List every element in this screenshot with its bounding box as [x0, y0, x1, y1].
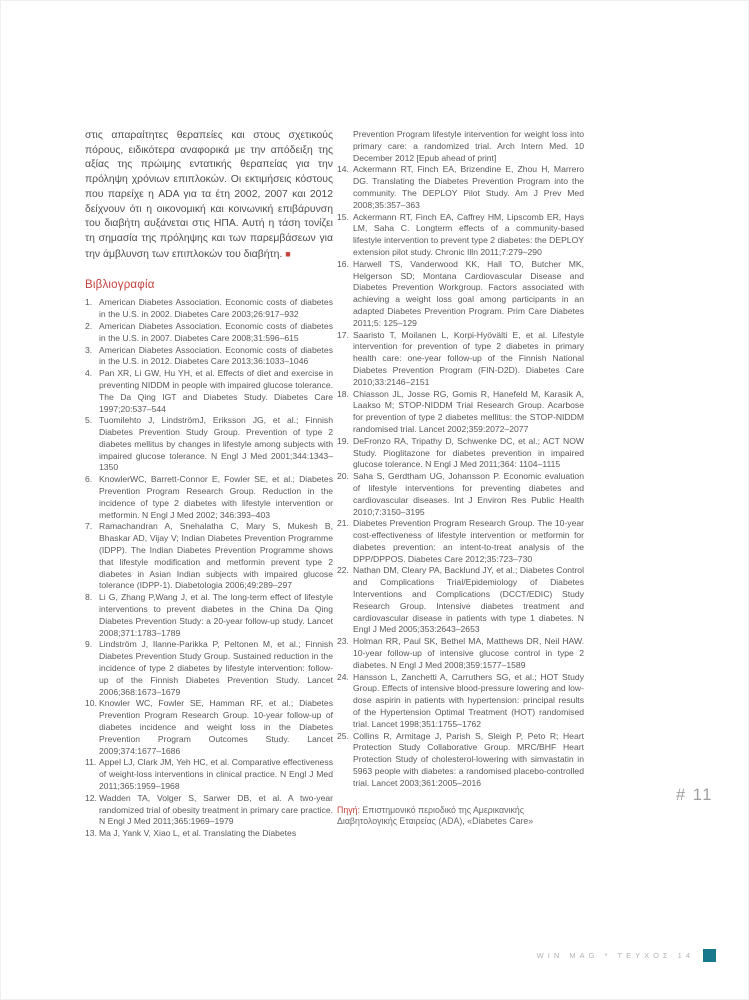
- reference-item: [85, 828, 333, 840]
- bibliography-heading: Βιβλιογραφία: [85, 279, 155, 292]
- reference-number: 15.: [337, 211, 349, 222]
- source-line: [337, 805, 584, 829]
- reference-item: [85, 415, 333, 474]
- reference-item: [85, 698, 333, 757]
- reference-text: Collins R, Armitage J, Parish S, Sleigh P, Peto R; Heart Protection Study Collaborative Group. MRC/BHF Heart Protection Study of cholesterol-lowering with simvastatin in 5963 people with diabetes: a randomised placebo-controlled trial. Lancet 2003;361:2005–2016: [353, 730, 584, 788]
- reference-item: [337, 636, 584, 671]
- reference-text: Saha S, Gerdtham UG, Johansson P. Economic evaluation of lifestyle interventions for preventing diabetes and cardiovascular diseases. Int J Environ Res Public Health 2010;7:3150–3195: [353, 471, 584, 517]
- reference-item: [337, 436, 584, 471]
- reference-list-right: [337, 164, 584, 789]
- left-column: [85, 129, 333, 840]
- reference-text: American Diabetes Association. Economic costs of diabetes in the U.S. in 2012. Diabetes Care 2013;36:1033–1046: [99, 344, 333, 367]
- reference-text: Li G, Zhang P,Wang J, et al. The long-term effect of lifestyle interventions to prevent diabetes in the China Da Qing Diabetes Prevention Study: a 20-year follow-up study. Lancet 2008;371:1783–1789: [99, 592, 333, 638]
- reference-number: 10.: [85, 698, 97, 709]
- reference-item: [337, 212, 584, 259]
- reference-item: [337, 259, 584, 330]
- reference-item: [85, 345, 333, 369]
- reference-item: [85, 368, 333, 415]
- reference-number: 25.: [337, 730, 349, 741]
- reference-text: Tuomilehto J, LindströmJ, Eriksson JG, et al.; Finnish Diabetes Prevention Study Group. Prevention of type 2 diabetes mellitus by changes in lifestyle among subjects with impaired glucose tolerance. N Engl J Med 2001;344:1343–1350: [99, 415, 333, 473]
- reference-text: Lindström J, Ilanne-Parikka P, Peltonen M, et al.; Finnish Diabetes Prevention Study Group. Sustained reduction in the incidence of type 2 diabetes by lifestyle intervention: follow-up of the Finnish Diabetes Prevention Study. Lancet 2006;368:1673–1679: [99, 639, 333, 697]
- reference-text: Ramachandran A, Snehalatha C, Mary S, Mukesh B, Bhaskar AD, Vijay V; Indian Diabetes Prevention Programme (IDPP). The Indian Diabetes Prevention Programme shows that lifestyle modification and metformin prevent type 2 diabetes in Asian Indian subjects with impaired glucose tolerance (IDPP-1). Diabetologia 2006;49:289–297: [99, 521, 333, 591]
- page-footer: [537, 949, 716, 962]
- reference-item: [85, 793, 333, 828]
- reference-number: 21.: [337, 518, 349, 529]
- reference-number: 24.: [337, 671, 349, 682]
- right-column: [337, 129, 584, 837]
- reference-number: 17.: [337, 329, 349, 340]
- reference-text: Harwell TS, Vanderwood KK, Hall TO, Butcher MK, Helgerson SD; Montana Cardiovascular Disease and Diabetes Prevention Workgroup. Factors associated with achieving a weight loss goal among participants in an adapted Diabetes Prevention Program. Prim Care Diabetes 2011;5: 125–129: [353, 258, 584, 328]
- reference-number: 18.: [337, 388, 349, 399]
- page-number: # 11: [676, 786, 713, 804]
- reference-number: 20.: [337, 471, 349, 482]
- reference-number: 4.: [85, 368, 93, 379]
- reference-number: 2.: [85, 320, 93, 331]
- reference-number: 14.: [337, 164, 349, 175]
- reference-number: 19.: [337, 435, 349, 446]
- reference-number: 8.: [85, 592, 93, 603]
- reference-item: [337, 471, 584, 518]
- reference-number: 16.: [337, 258, 349, 269]
- reference-item: [85, 639, 333, 698]
- reference-item: [337, 565, 584, 636]
- reference-text: Ma J, Yank V, Xiao L, et al. Translating the Diabetes: [99, 828, 297, 839]
- reference-item: [337, 731, 584, 790]
- reference-text: Wadden TA, Volger S, Sarwer DB, et al. A two-year randomized trial of obesity treatment in primary care practice. N Engl J Med 2011;365:1969–1979: [99, 792, 333, 827]
- source-text: Επιστημονικό περιοδικό της Αμερικανικής Διαβητολογικής Εταιρείας (ADA), «Diabetes Care»: [337, 804, 534, 827]
- footer-magazine-title: WIN MAG * ΤΕΥΧΟΣ 14: [536, 951, 694, 960]
- reference-text: Hansson L, Zanchetti A, Carruthers SG, et al.; HOT Study Group. Effects of intensive blood-pressure lowering and low-dose aspirin in patients with hypertension: principal results of the Hypertension Optimal Treatment (HOT) randomised trial. Lancet 1998;351:1755–1762: [353, 671, 584, 729]
- reference-text: KnowlerWC, Barrett-Connor E, Fowler SE, et al.; Diabetes Prevention Program Research Group. Reduction in the incidence of type 2 diabetes with lifestyle intervention or metformin. N Engl J Med 2002; 346:393–403: [99, 474, 333, 520]
- reference-item: [85, 321, 333, 345]
- reference-text: DeFronzo RA, Tripathy D, Schwenke DC, et al.; ACT NOW Study. Pioglitazone for diabetes prevention in impaired glucose tolerance. N Engl J Med 2011;364: 1104–1115: [353, 435, 584, 470]
- reference-number: 1.: [85, 297, 93, 308]
- reference-number: 23.: [337, 636, 349, 647]
- intro-text: στις απαραίτητες θεραπείες και στους σχετικούς πόρους, ειδικότερα αναφορικά με την απόδειξη της αξίας της πρώιμης εντατικής θεραπείας για την πρόληψη χρόνιων επιπλοκών. Οι εκτιμήσεις κόστους που παρείχε η ADA για τα έτη 2002, 2007 και 2012 δείχνουν ότι η οικονομική και κοινωνική επιβάρυνση του διαβήτη αυξάνεται στις ΗΠΑ. Αυτή η τάση τονίζει τη σημασία της πρόληψης και των παρεμβάσεων για την άμβλυνση των επιπλοκών του διαβήτη.: [85, 130, 333, 260]
- reference-number: 6.: [85, 474, 93, 485]
- reference-item: [85, 521, 333, 592]
- reference-text: Ackermann RT, Finch EA, Caffrey HM, Lipscomb ER, Hays LM, Saha C. Longterm effects of a community-based lifestyle intervention to prevent type 2 diabetes: the DEPLOY extension pilot study. Chronic Illn 2011;7:279–290: [353, 211, 584, 257]
- reference-text: Pan XR, Li GW, Hu YH, et al. Effects of diet and exercise in preventing NIDDM in people with impaired glucose tolerance. The Da Qing IGT and Diabetes Study. Diabetes Care 1997;20:537–544: [99, 368, 333, 414]
- reference-item: [337, 518, 584, 565]
- reference-text: Holman RR, Paul SK, Bethel MA, Matthews DR, Neil HAW. 10-year follow-up of intensive glucose control in type 2 diabetes. N Engl J Med 2008;359:1577–1589: [353, 636, 584, 670]
- reference-text: Appel LJ, Clark JM, Yeh HC, et al. Comparative effectiveness of weight-loss interventions in clinical practice. N Engl J Med 2011;365:1959–1968: [99, 757, 333, 791]
- reference-item: [85, 474, 333, 521]
- reference-item: [337, 330, 584, 389]
- reference-item: [85, 757, 333, 792]
- reference-list-left: [85, 297, 333, 840]
- source-label: Πηγή:: [337, 804, 360, 815]
- reference-text: Knowler WC, Fowler SE, Hamman RF, et al.; Diabetes Prevention Program Research Group. 10-year follow-up of diabetes incidence and weight loss in the Diabetes Prevention Program Outcomes Study. Lancet 2009;374:1677–1686: [99, 698, 333, 756]
- reference-number: 9.: [85, 639, 93, 650]
- reference-number: 12.: [85, 792, 97, 803]
- intro-paragraph: [85, 129, 333, 262]
- reference-text: Nathan DM, Cleary PA, Backlund JY, et al.; Diabetes Control and Complications Trial/Epidemiology of Diabetes Interventions and Complications (DCCT/EDIC) Study Research Group. Intensive diabetes treatment and cardiovascular disease in patients with type 1 diabetes. N Engl J Med 2005;353:2643–2653: [353, 565, 584, 635]
- reference-number: 7.: [85, 521, 93, 532]
- section-end-marker: ■: [285, 248, 291, 259]
- reference-text: American Diabetes Association. Economic costs of diabetes in the U.S. in 2002. Diabetes Care 2003;26:917–932: [99, 297, 333, 320]
- reference-item: [85, 592, 333, 639]
- reference-number: 22.: [337, 565, 349, 576]
- reference-item: [337, 672, 584, 731]
- reference-text: Chiasson JL, Josse RG, Gomis R, Hanefeld M, Karasik A, Laakso M; STOP-NIDDM Trial Research Group. Acarbose for prevention of type 2 diabetes mellitus: the STOP-NIDDM randomised trial. Lancet 2002;359:2072–2077: [353, 388, 584, 434]
- reference-number: 3.: [85, 344, 93, 355]
- reference-text: Saaristo T, Moilanen L, Korpi-Hyövälti E, et al. Lifestyle intervention for prevention of type 2 diabetes in primary health care: one-year follow-up of the Finnish National Diabetes Prevention Program (FIN-D2D). Diabetes Care 2010;33:2146–2151: [353, 329, 584, 387]
- reference-text: American Diabetes Association. Economic costs of diabetes in the U.S. in 2007. Diabetes Care 2008;31:596–615: [99, 320, 333, 343]
- reference-13-continuation: Prevention Program lifestyle intervention for weight loss into primary care: a randomized trial. Arch Intern Med. 10 December 2012 [Epub ahead of print]: [353, 129, 584, 163]
- reference-number: 13.: [85, 828, 97, 839]
- reference-item: [337, 389, 584, 436]
- reference-text: Ackermann RT, Finch EA, Brizendine E, Zhou H, Marrero DG. Translating the Diabetes Prevention Program into the community. The DEPLOY Pilot Study. Am J Prev Med 2008;35:357–363: [353, 164, 584, 210]
- reference-text: Diabetes Prevention Program Research Group. The 10-year cost-effectiveness of lifestyle intervention or metformin for diabetes prevention: an intent-to-treat analysis of the DPP/DPPOS. Diabetes Care 2012;35:723–730: [353, 518, 584, 564]
- reference-number: 5.: [85, 415, 93, 426]
- reference-item: [337, 164, 584, 211]
- reference-item: [85, 297, 333, 321]
- reference-number: 11.: [85, 757, 97, 768]
- footer-teal-square-icon: [703, 949, 716, 962]
